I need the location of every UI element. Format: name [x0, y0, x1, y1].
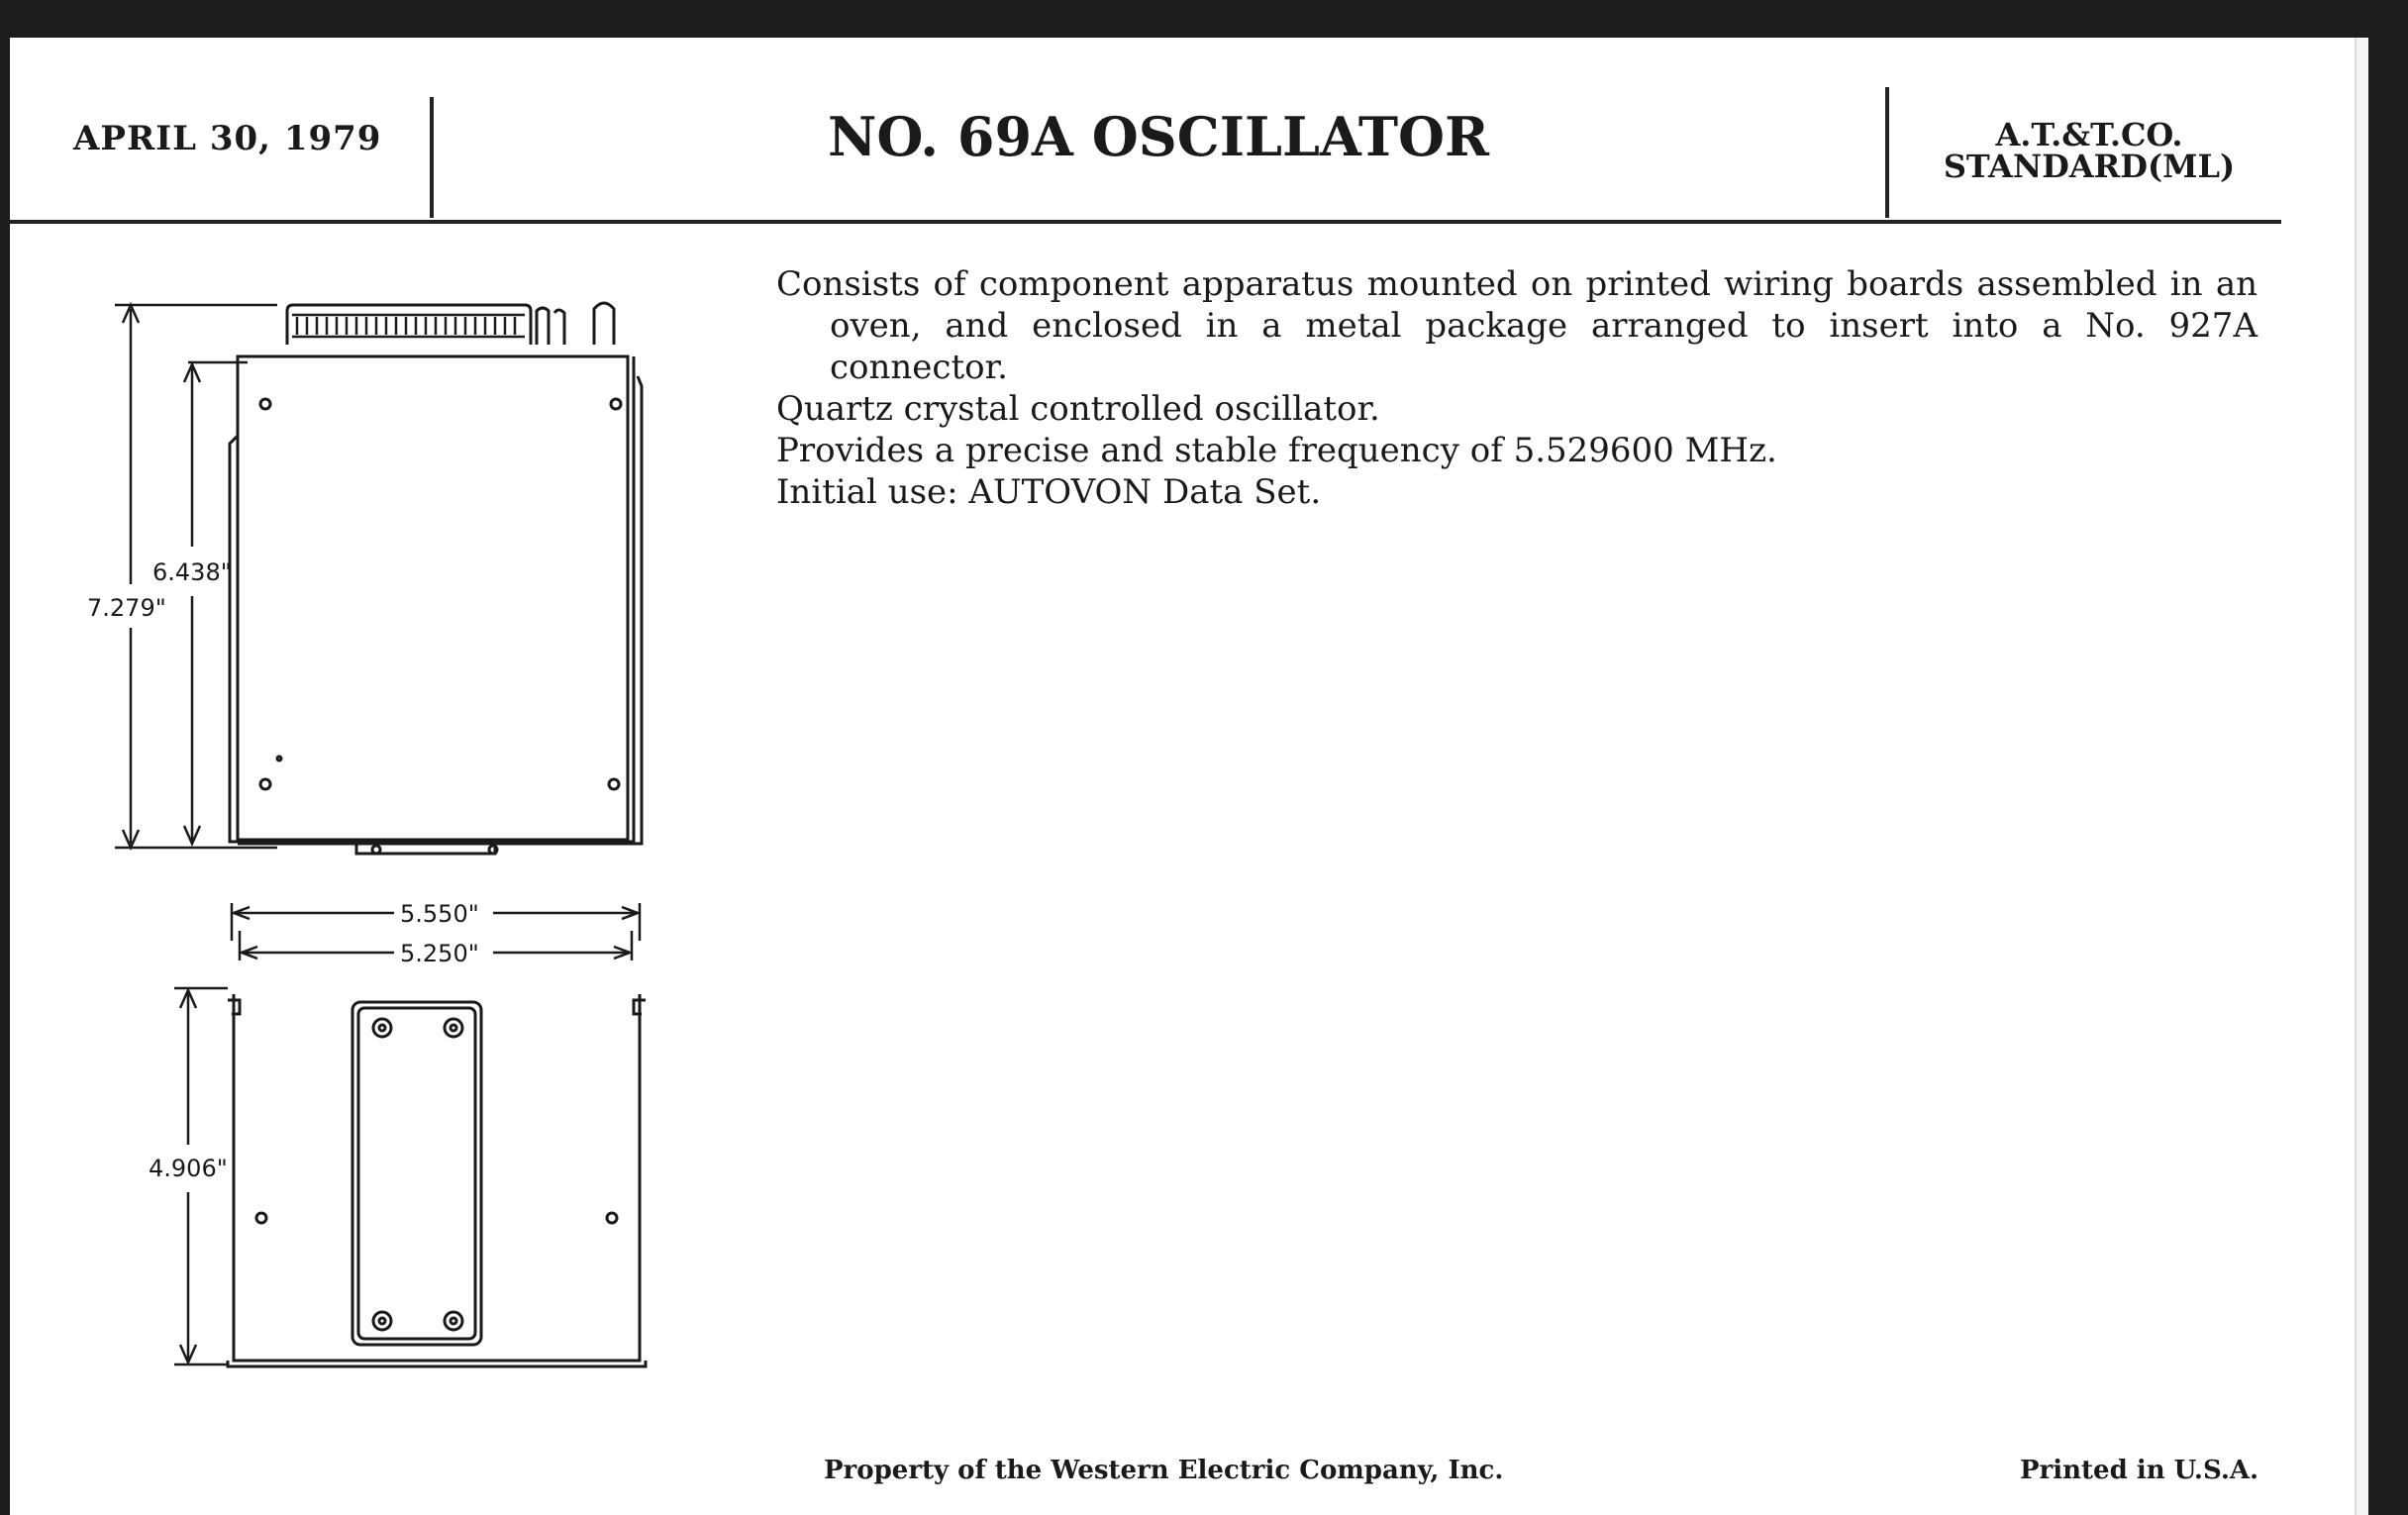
header-org-line2: STANDARD(ML): [1943, 148, 2236, 185]
connector-fingers: [292, 315, 525, 337]
dim-depth: 4.906": [149, 1155, 228, 1182]
dim-body-width: 5.250": [400, 940, 479, 967]
scan-border-top: [0, 0, 2408, 38]
header-rule: [10, 220, 2281, 224]
description-line-2: oven, and enclosed in a metal package arranged to insert into a No. 927A connector.: [830, 306, 2258, 387]
scan-border-left: [0, 0, 10, 1515]
bottom-view: [228, 994, 646, 1366]
side-view: [230, 303, 642, 854]
page-title: NO. 69A OSCILLATOR: [828, 105, 1489, 168]
dim-overall-height: 7.279": [87, 594, 166, 622]
description-line-3: Quartz crystal controlled oscillator.: [776, 389, 1380, 429]
description-line-1: Consists of component apparatus mounted on printed wiring boards assembled in an: [776, 264, 2258, 304]
description-line-5: Initial use: AUTOVON Data Set.: [776, 472, 1322, 512]
dim-overall-width: 5.550": [400, 900, 479, 928]
description: [776, 263, 2258, 513]
oscillator-drawing: [79, 287, 673, 1376]
footer-printed: Printed in U.S.A.: [2020, 1456, 2259, 1485]
header-date: APRIL 30, 1979: [73, 119, 382, 158]
dim-body-height: 6.438": [152, 558, 232, 586]
description-line-4: Provides a precise and stable frequency of 5.529600 MHz.: [776, 431, 1777, 470]
header-divider-left: [430, 97, 434, 218]
header-org-line1: A.T.&T.CO.: [1995, 116, 2183, 153]
footer-property: Property of the Western Electric Company, Inc.: [824, 1456, 1504, 1485]
header-divider-right: [1885, 87, 1889, 218]
scan-border-right: [2368, 0, 2408, 1515]
header-org: [1921, 116, 2258, 185]
